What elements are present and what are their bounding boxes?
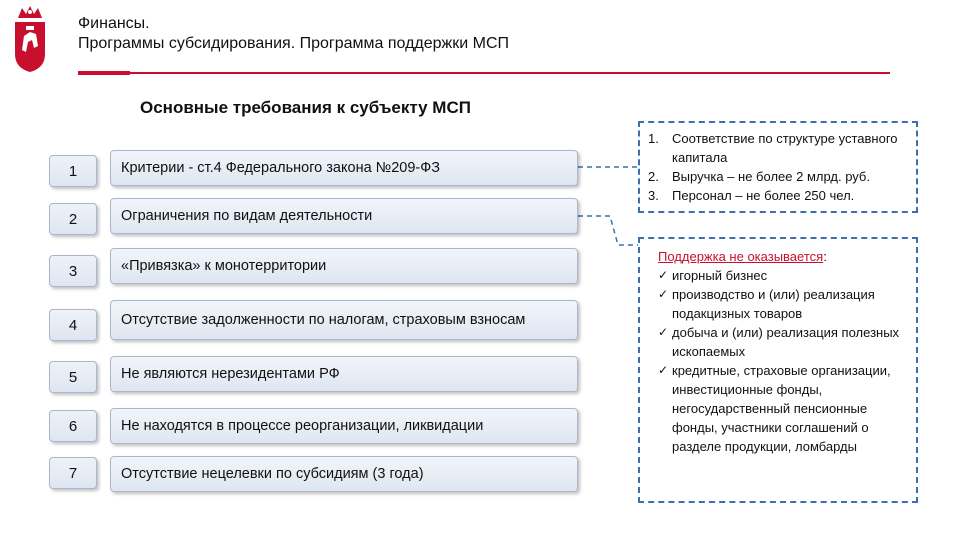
requirement-number: 4: [49, 309, 97, 341]
requirement-bar: Не являются нерезидентами РФ: [110, 356, 578, 392]
list-text: Выручка – не более 2 млрд. руб.: [672, 169, 870, 184]
requirement-number: 3: [49, 255, 97, 287]
restrictions-box: [638, 237, 918, 503]
connector-restrictions: [578, 216, 638, 245]
requirement-bar: Отсутствие задолженности по налогам, страховым взносам: [110, 300, 578, 340]
list-number: 1.: [648, 131, 659, 146]
criteria-box: [638, 121, 918, 213]
requirement-number: 7: [49, 457, 97, 489]
header-title-line2: Программы субсидирования. Программа поддержки МСП: [78, 35, 510, 52]
list-item: [658, 285, 910, 323]
list-number: 2.: [648, 169, 659, 184]
requirement-number: 1: [49, 155, 97, 187]
check-icon: ✓: [658, 287, 669, 301]
section-title: Основные требования к субъекту МСП: [140, 98, 471, 117]
list-text: добыча и (или) реализация полезных ископаемых: [672, 325, 900, 359]
list-item: [648, 129, 908, 167]
check-icon: ✓: [658, 363, 669, 377]
restrictions-colon: :: [823, 249, 827, 264]
requirement-number: 2: [49, 203, 97, 235]
requirement-bar: Не находятся в процессе реорганизации, ликвидации: [110, 408, 578, 444]
list-item: [658, 361, 910, 456]
list-text: Соответствие по структуре уставного капитала: [672, 131, 898, 165]
requirement-number: 6: [49, 410, 97, 442]
requirement-number: 5: [49, 361, 97, 393]
restrictions-lead: Поддержка не оказывается: [658, 249, 824, 264]
list-item: [648, 167, 908, 186]
list-number: 3.: [648, 188, 659, 203]
list-item: [648, 186, 908, 205]
check-icon: ✓: [658, 268, 669, 282]
requirement-bar: «Привязка» к монотерритории: [110, 248, 578, 284]
list-item: [658, 323, 910, 361]
list-text: производство и (или) реализация подакцизных товаров: [672, 287, 875, 321]
list-text: кредитные, страховые организации, инвестиционные фонды, негосударственный пенсионные фонды, участники соглашений о разделе продукции, ломбарды: [672, 363, 891, 454]
list-item: [658, 266, 910, 285]
check-icon: ✓: [658, 325, 669, 339]
list-text: Персонал – не более 250 чел.: [672, 188, 855, 203]
requirement-bar: Ограничения по видам деятельности: [110, 198, 578, 234]
list-text: игорный бизнес: [672, 268, 768, 283]
header-title-line1: Финансы.: [78, 15, 150, 32]
requirement-bar: Критерии - ст.4 Федерального закона №209-ФЗ: [110, 150, 578, 186]
requirement-bar: Отсутствие нецелевки по субсидиям (3 года): [110, 456, 578, 492]
